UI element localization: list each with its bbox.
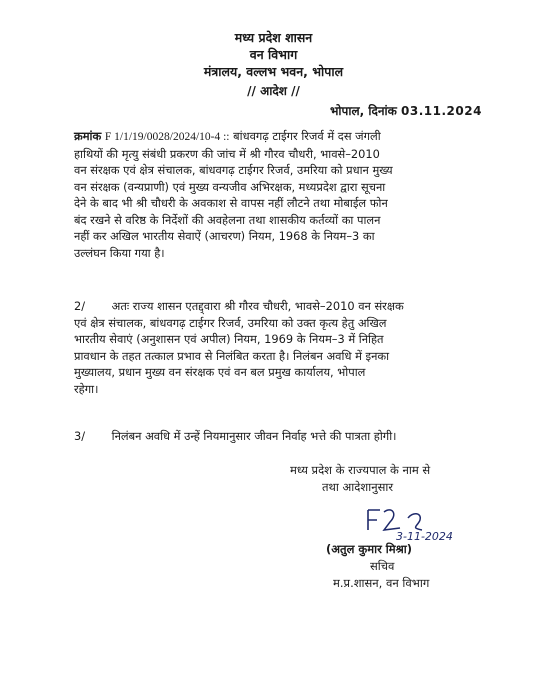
paragraph-3 (74, 428, 494, 445)
paragraph-3-text: निलंबन अवधि में उन्हें नियमानुसार जीवन निर्वाह भत्ते की पात्रता होगी। (111, 429, 397, 443)
date-value: 03.11.2024 (401, 104, 482, 118)
handwritten-date: 3-11-2024 (396, 530, 453, 543)
paragraph-2-line-2: भारतीय सेवाएं (अनुशासन एवं अपील) नियम, 1969 के नियम–3 में निहित (74, 332, 384, 346)
ref-label: क्रमांक (74, 129, 102, 143)
paragraph-2-line-1: एवं क्षेत्र संचालक, बांधवगढ़ टाईगर रिजर्व, उमरिया को उक्त कृत्य हेतु अखिल (74, 315, 387, 330)
header-government: मध्य प्रदेश शासन (234, 30, 313, 45)
authority-line-1: मध्य प्रदेश के राज्यपाल के नाम से (290, 463, 431, 477)
paragraph-1-line-5: बंद रखने से वरिष्ठ के निर्देशों की अवहेलना तथा शासकीय कर्तव्यों का पालन (74, 212, 381, 227)
ref-number: F 1/1/19/0028/2024/10-4 :: (104, 131, 230, 143)
paragraph-1-line-1: हाथियों की मृत्यु संबंधी प्रकरण की जांच में श्री गौरव चौधरी, भावसे–2010 (74, 146, 380, 161)
signatory-designation: सचिव (370, 559, 395, 573)
paragraph-2 (74, 298, 484, 397)
paragraph-2-line (74, 298, 484, 315)
date-label: भोपाल, दिनांक (330, 104, 397, 118)
paragraph-2-line-4: मुख्यालय, प्रधान मुख्य वन संरक्षक एवं वन बल प्रमुख कार्यालय, भोपाल (74, 365, 366, 379)
paragraph-1-line-3: वन संरक्षक (वन्यप्राणी) एवं मुख्य वन्यजीव अभिरक्षक, मध्यप्रदेश द्वारा सूचना (74, 179, 386, 194)
paragraph-1-line-4: देने के बाद भी श्री चौधरी के अवकाश से वापस नहीं लौटने तथा मोबाईल फोन (74, 196, 388, 210)
paragraph-3-label: 3/ (74, 429, 86, 443)
paragraph-2-label: 2/ (74, 299, 86, 313)
header-order-title: // आदेश // (247, 84, 300, 98)
paragraph-1 (74, 128, 484, 261)
authority-line-2: तथा आदेशानुसार (322, 480, 394, 494)
paragraph-1-line-0: बांधवगढ़ टाईगर रिजर्व में दस जंगली (233, 129, 381, 143)
signatory-name: (अतुल कुमार मिश्रा) (326, 542, 413, 556)
paragraph-1-line-6: नहीं कर अखिल भारतीय सेवाऐं (आचरण) नियम, 1968 के नियम–3 का (74, 229, 375, 243)
paragraph-1-line-7: उल्लंघन किया गया है। (74, 245, 165, 260)
paragraph-1-line-2: वन संरक्षक एवं क्षेत्र संचालक, बांधवगढ़ टाईगर रिजर्व, उमरिया को प्रधान मुख्य (74, 163, 393, 177)
paragraph-2-line-3: प्रावधान के तहत तत्काल प्रभाव से निलंबित करता है। निलंबन अवधि में इनका (74, 348, 390, 363)
header-address: मंत्रालय, वल्लभ भवन, भोपाल (203, 64, 344, 79)
date-line (330, 102, 482, 119)
signatory-department: म.प्र.शासन, वन विभाग (333, 576, 430, 590)
header-department: वन विभाग (249, 47, 298, 62)
handwritten-signature (362, 500, 492, 544)
paragraph-2-line-5: रहेगा। (74, 381, 99, 396)
paragraph-1-line (74, 128, 484, 146)
paragraph-2-line-0: अतः राज्य शासन एतद्द्वारा श्री गौरव चौधरी, भावसे–2010 वन संरक्षक (111, 299, 404, 313)
